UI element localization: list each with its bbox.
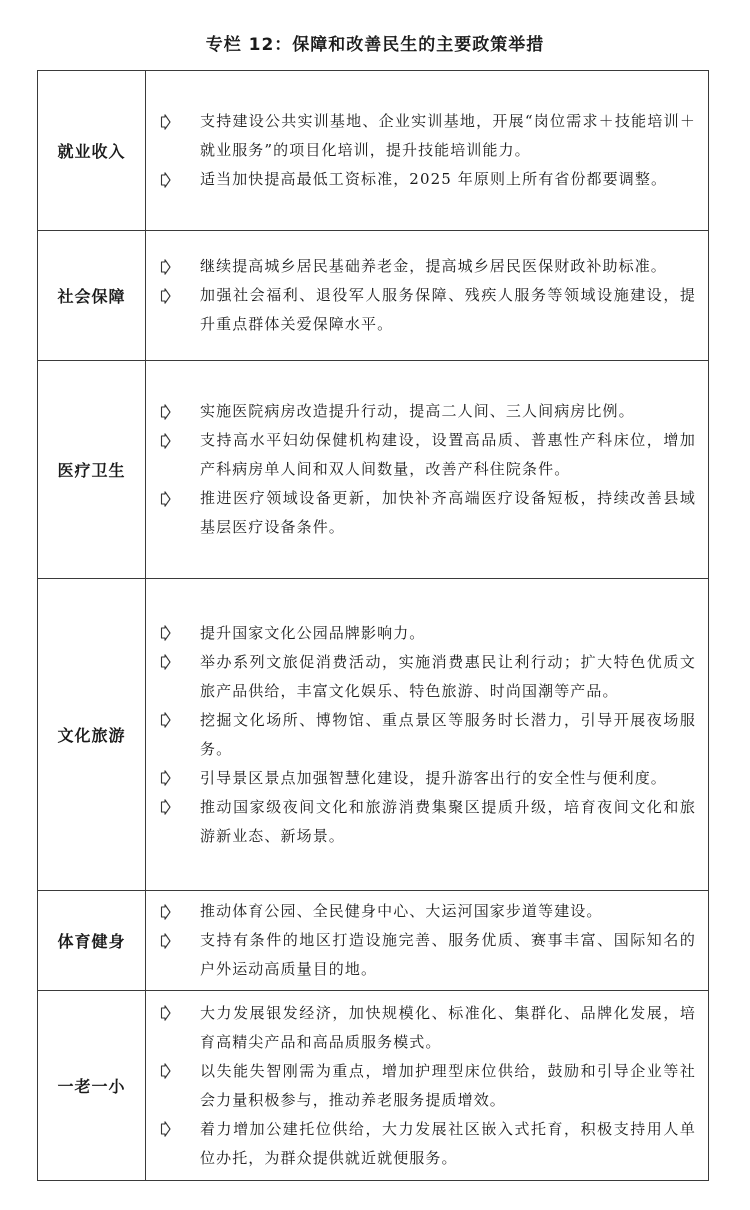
measure-text: 推动国家级夜间文化和旅游消费集聚区提质升级，培育夜间文化和旅游新业态、新场景。: [200, 797, 696, 845]
measure-text: 举办系列文旅促消费活动，实施消费惠民让利行动；扩大特色优质文旅产品供给，丰富文化娱乐、特色旅游、时尚国潮等产品。: [200, 652, 696, 700]
measure-text: 实施医院病房改造提升行动，提高二人间、三人间病房比例。: [200, 402, 635, 420]
arrow-bullet-icon: [160, 764, 178, 793]
arrow-bullet-icon: [160, 107, 178, 136]
category-label: 体育健身: [38, 891, 146, 991]
arrow-bullet-icon: [160, 281, 178, 310]
measure-text: 支持高水平妇幼保健机构建设，设置高品质、普惠性产科床位，增加产科病房单人间和双人间数量，改善产科住院条件。: [200, 431, 696, 478]
measure-item: [160, 165, 696, 194]
measure-item: [160, 897, 696, 926]
category-label: 一老一小: [38, 991, 146, 1181]
measure-item: [160, 252, 696, 281]
category-label: 社会保障: [38, 231, 146, 361]
measure-list: [146, 231, 709, 361]
policy-row: [38, 361, 709, 579]
measure-text: 推进医疗领域设备更新，加快补齐高端医疗设备短板，持续改善县域基层医疗设备条件。: [200, 489, 696, 536]
measure-item: [160, 1115, 696, 1173]
policy-row: [38, 891, 709, 991]
arrow-bullet-icon: [160, 619, 178, 648]
category-label: 文化旅游: [38, 579, 146, 891]
measure-text: 以失能失智刚需为重点，增加护理型床位供给，鼓励和引导企业等社会力量积极参与，推动养老服务提质增效。: [200, 1061, 696, 1109]
arrow-bullet-icon: [160, 484, 178, 513]
measure-list: [146, 579, 709, 891]
measure-list: [146, 361, 709, 579]
measure-list: [146, 71, 709, 231]
measure-list: [146, 991, 709, 1181]
measure-text: 着力增加公建托位供给，大力发展社区嵌入式托育，积极支持用人单位办托，为群众提供就近就便服务。: [200, 1119, 696, 1167]
measure-item: [160, 793, 696, 851]
policy-table: [37, 70, 709, 1181]
arrow-bullet-icon: [160, 252, 178, 281]
measure-text: 挖掘文化场所、博物馆、重点景区等服务时长潜力，引导开展夜场服务。: [200, 710, 696, 758]
measure-item: [160, 397, 696, 426]
policy-row: [38, 231, 709, 361]
measure-item: [160, 281, 696, 339]
arrow-bullet-icon: [160, 706, 178, 735]
measure-item: [160, 999, 696, 1057]
measure-text: 支持建设公共实训基地、企业实训基地，开展“岗位需求＋技能培训＋就业服务”的项目化培训，提升技能培训能力。: [200, 112, 696, 159]
measure-text: 推动体育公园、全民健身中心、大运河国家步道等建设。: [200, 902, 603, 920]
category-label: 就业收入: [38, 71, 146, 231]
measure-text: 引导景区景点加强智慧化建设，提升游客出行的安全性与便利度。: [200, 768, 667, 787]
arrow-bullet-icon: [160, 1115, 178, 1144]
arrow-bullet-icon: [160, 999, 178, 1028]
arrow-bullet-icon: [160, 793, 178, 822]
measure-list: [146, 891, 709, 991]
measure-item: [160, 426, 696, 484]
category-label: 医疗卫生: [38, 361, 146, 579]
measure-item: [160, 619, 696, 648]
arrow-bullet-icon: [160, 165, 178, 194]
arrow-bullet-icon: [160, 897, 178, 926]
arrow-bullet-icon: [160, 1057, 178, 1086]
arrow-bullet-icon: [160, 926, 178, 955]
measure-text: 继续提高城乡居民基础养老金，提高城乡居民医保财政补助标准。: [200, 257, 667, 275]
measure-item: [160, 484, 696, 542]
measure-text: 加强社会福利、退役军人服务保障、残疾人服务等领域设施建设，提升重点群体关爱保障水平。: [200, 286, 696, 333]
measure-item: [160, 1057, 696, 1115]
measure-item: [160, 706, 696, 764]
measure-item: [160, 926, 696, 984]
measure-text: 适当加快提高最低工资标准，2025 年原则上所有省份都要调整。: [200, 170, 668, 188]
policy-row: [38, 991, 709, 1181]
measure-item: [160, 764, 696, 793]
measure-text: 支持有条件的地区打造设施完善、服务优质、赛事丰富、国际知名的户外运动高质量目的地。: [200, 931, 696, 978]
policy-row: [38, 579, 709, 891]
measure-text: 提升国家文化公园品牌影响力。: [200, 623, 426, 642]
arrow-bullet-icon: [160, 648, 178, 677]
policy-row: [38, 71, 709, 231]
measure-text: 大力发展银发经济，加快规模化、标准化、集群化、品牌化发展，培育高精尖产品和高品质服务模式。: [200, 1003, 696, 1051]
measure-item: [160, 107, 696, 165]
page-title: 专栏 12：保障和改善民生的主要政策举措: [205, 35, 545, 55]
measure-item: [160, 648, 696, 706]
arrow-bullet-icon: [160, 426, 178, 455]
arrow-bullet-icon: [160, 397, 178, 426]
